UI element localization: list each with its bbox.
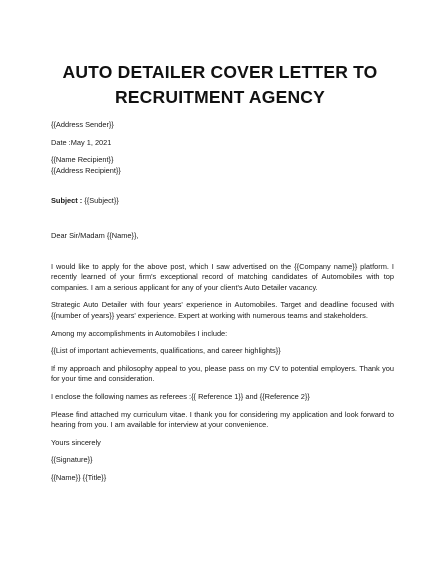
name-recipient: {{Name Recipient}} <box>51 155 114 165</box>
name-title: {{Name}} {{Title}} <box>51 472 107 482</box>
date-line: Date :May 1, 2021 <box>51 137 112 147</box>
paragraph-achievements-list: {{List of important achievements, qualifications, and career highlights}} <box>51 346 281 356</box>
subject-label: Subject : <box>51 196 83 206</box>
title-line-2: RECRUITMENT AGENCY <box>114 87 326 107</box>
paragraph-approach: If my approach and philosophy appeal to you, please pass on my CV to potential employers. Thank you for your time and consideration. <box>51 363 394 384</box>
paragraph-closing-remarks: Please find attached my curriculum vitae. I thank you for considering my application and look forward to hearing from you. I am available for interview at your convenience. <box>51 409 394 430</box>
salutation: Dear Sir/Madam {{Name}}, <box>51 230 139 240</box>
paragraph-referees: I enclose the following names as referees :{{ Reference 1}} and {{Reference 2}} <box>51 391 310 401</box>
subject-value: {{Subject}} <box>82 196 119 206</box>
paragraph-accomplishments: Among my accomplishments in Automobiles I include: <box>51 328 228 338</box>
letter-body <box>51 120 394 483</box>
address-sender: {{Address Sender}} <box>51 120 114 129</box>
paragraph-experience: Strategic Auto Detailer with four years' experience in Automobiles. Target and deadline focused with {{number of years}} years' experience. Expert at working with numerous teams and stakeholders. <box>51 300 394 320</box>
address-recipient: {{Address Recipient}} <box>51 165 121 175</box>
paragraph-intro: I would like to apply for the above post, which I saw advertised on the {{Company name}} platform. I recently learned of your firm's exceptional record of matching candidates of Automobiles with top companies. I am a serious applicant for any of your client's Auto Detailer vacancy. <box>51 261 394 292</box>
closing: Yours sincerely <box>51 437 101 447</box>
letter-title <box>40 60 400 110</box>
title-line-1: AUTO DETAILER COVER LETTER TO <box>62 62 378 82</box>
signature: {{Signature}} <box>51 455 93 465</box>
subject-line <box>51 196 394 207</box>
